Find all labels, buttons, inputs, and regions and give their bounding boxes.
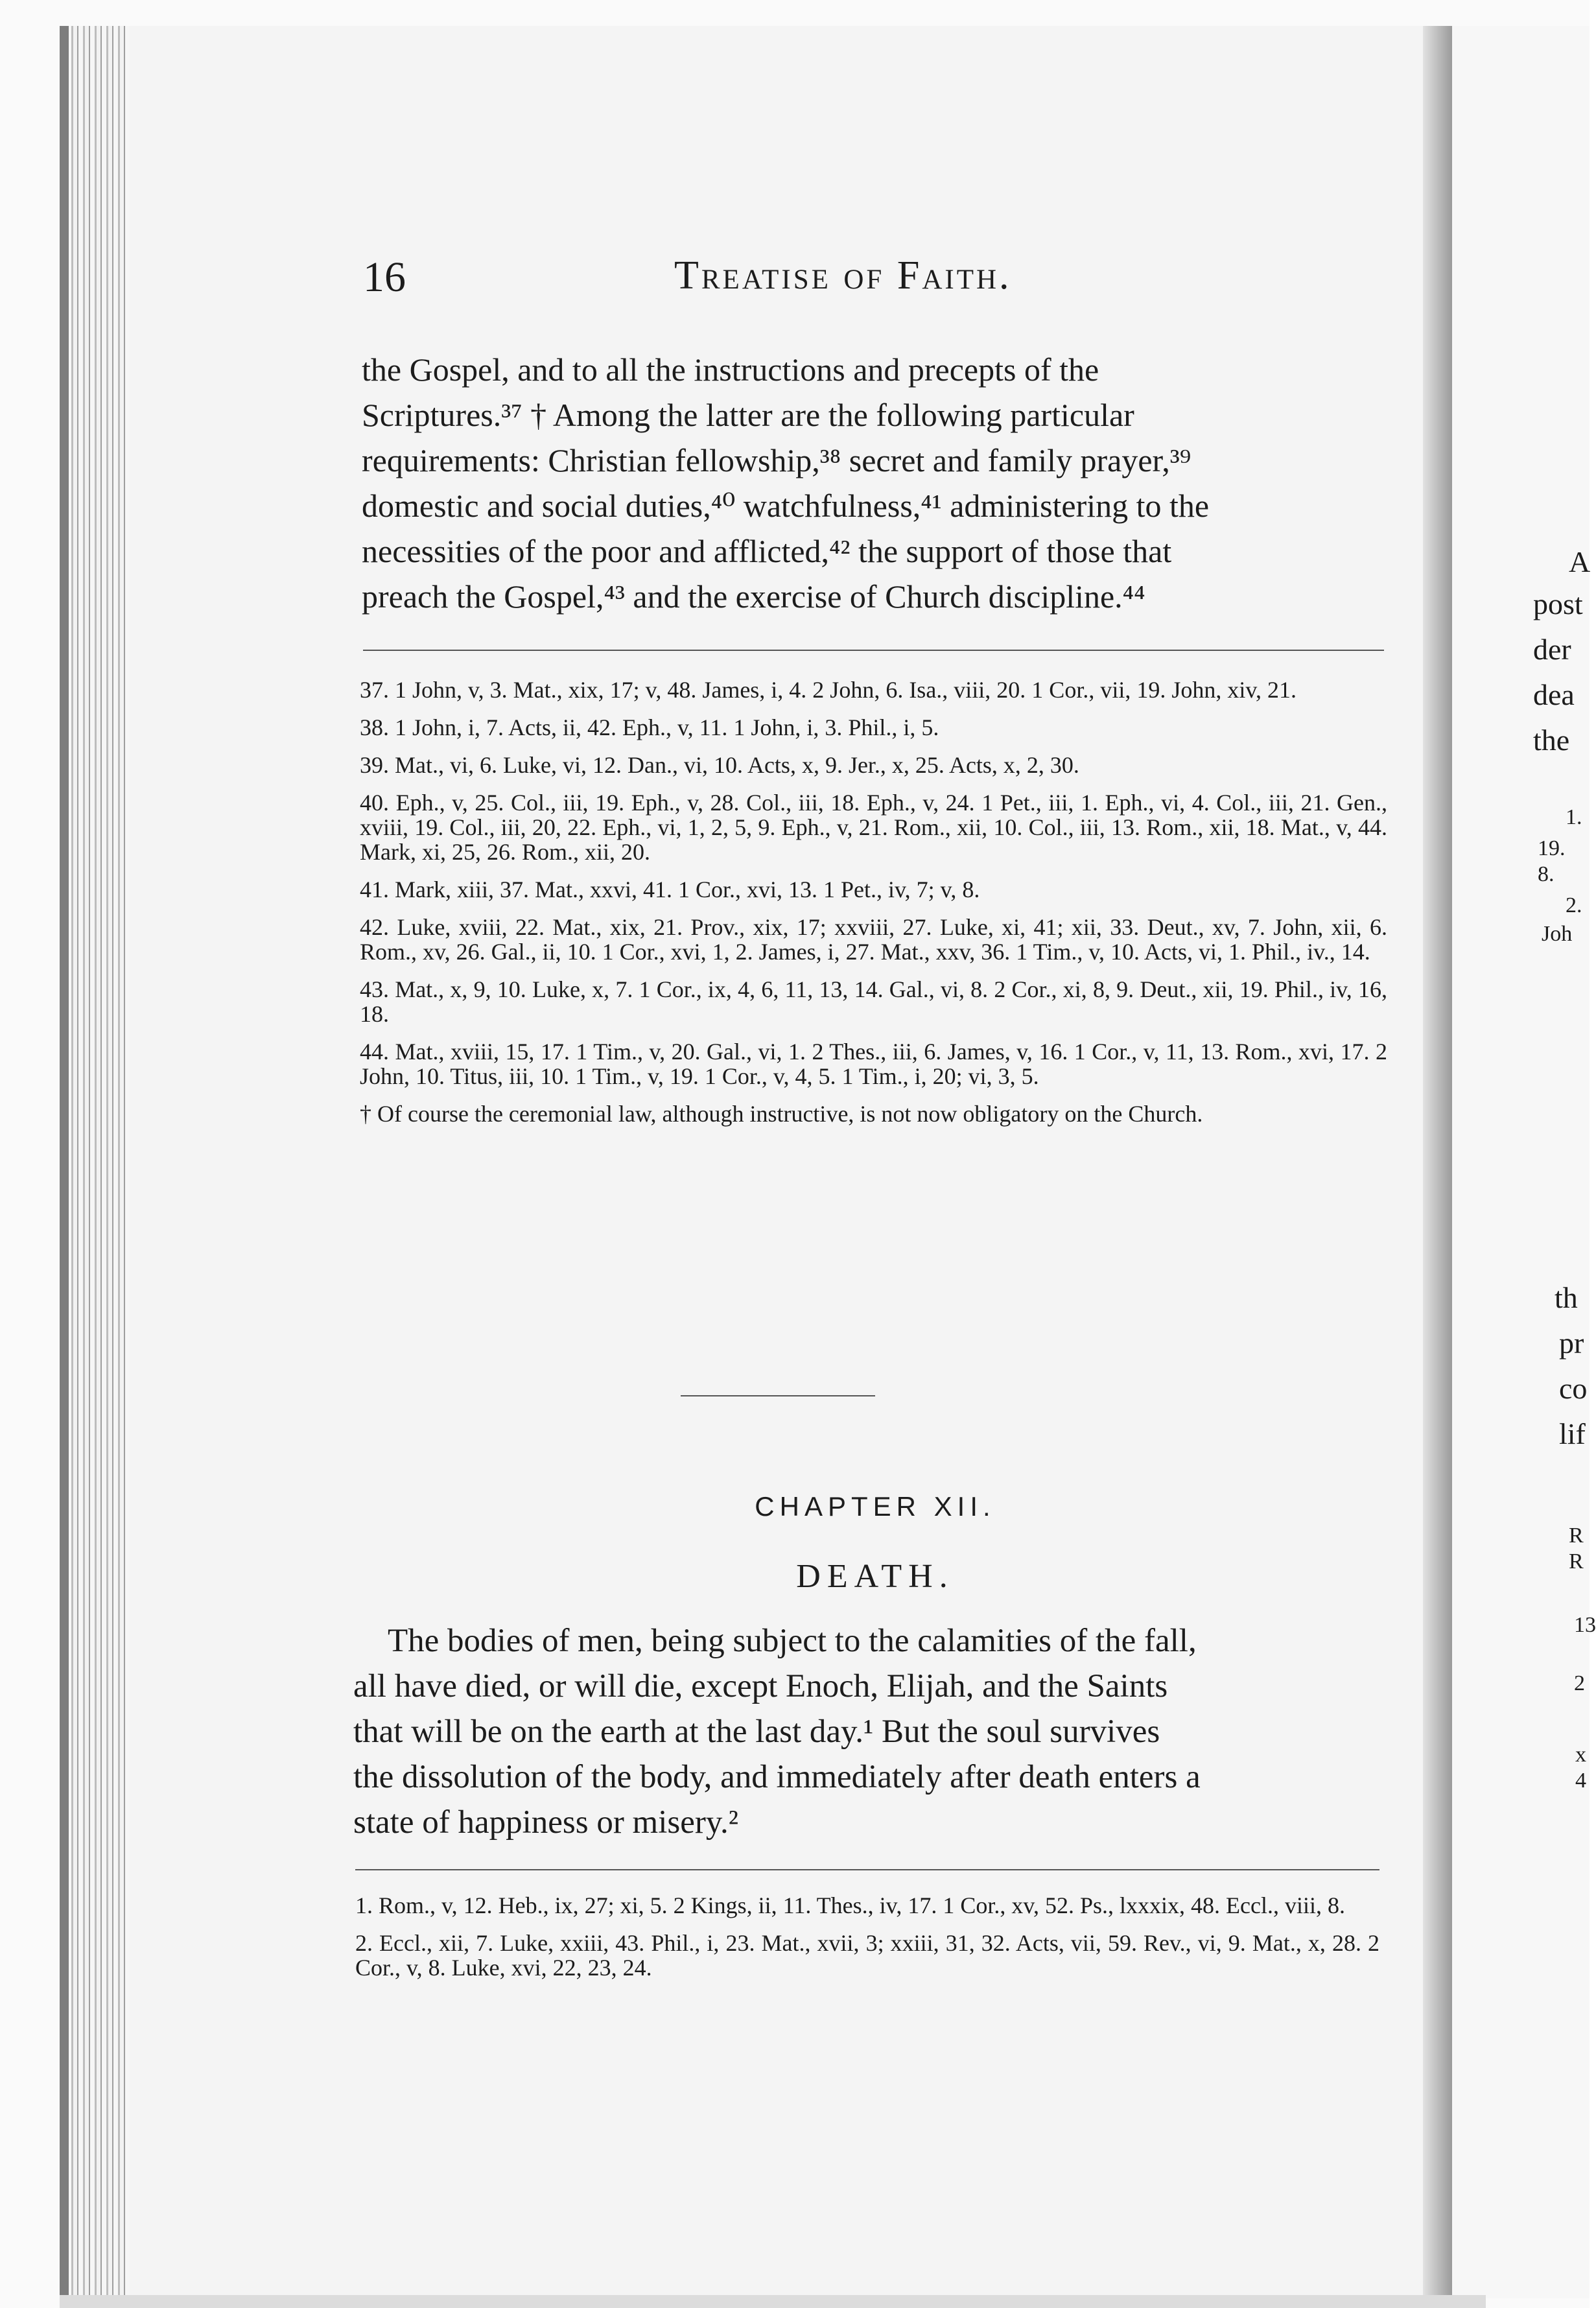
footnote: 2. Eccl., xii, 7. Luke, xxiii, 43. Phil., i, 23. Mat., xvii, 3; xxiii, 31, 32. Acts, vii, 59. Rev., vi, 9. Mat., x, 28. 2 Cor., v, 8. Luke, xvi, 22, 23, 24. [355, 1930, 1379, 1981]
footnote: 41. Mark, xiii, 37. Mat., xxvi, 41. 1 Cor., xvi, 13. 1 Pet., iv, 7; v, 8. [360, 877, 980, 902]
footnote: 39. Mat., vi, 6. Luke, vi, 12. Dan., vi, 10. Acts, x, 9. Jer., x, 25. Acts, x, 2, 30. [360, 752, 1079, 778]
paragraph-line: requirements: Christian fellowship,³⁸ secret and family prayer,³⁹ [362, 442, 1191, 478]
facing-fragment: 4 [1575, 1769, 1586, 1793]
paragraph-line: preach the Gospel,⁴³ and the exercise of Church discipline.⁴⁴ [362, 578, 1145, 615]
book-bottom-edge [60, 2295, 1486, 2308]
paragraph-line: state of happiness or misery.² [353, 1804, 739, 1841]
facing-fragment: 2. [1566, 893, 1582, 917]
paragraph-line: the dissolution of the body, and immediately after death enters a [353, 1759, 1201, 1795]
facing-fragment: 19. [1538, 836, 1566, 860]
paragraph-line: Scriptures.³⁷ † Among the latter are the following particular [362, 397, 1134, 433]
paragraph-line: that will be on the earth at the last day.¹ But the soul survives [353, 1713, 1160, 1750]
facing-fragment: R [1569, 1524, 1584, 1548]
chapter-title: DEATH. [796, 1558, 954, 1595]
paragraph-line: domestic and social duties,⁴⁰ watchfulness,⁴¹ administering to the [362, 488, 1210, 524]
footnote: 1. Rom., v, 12. Heb., ix, 27; xi, 5. 2 Kings, ii, 11. Thes., iv, 17. 1 Cor., xv, 52. Ps., lxxxix, 48. Eccl., viii, 8. [355, 1892, 1345, 1918]
section-divider [681, 1395, 875, 1396]
chapter-number: CHAPTER XII. [755, 1491, 996, 1522]
facing-fragment: lif [1559, 1417, 1586, 1450]
facing-fragment: th [1555, 1281, 1578, 1314]
footnote: 37. 1 John, v, 3. Mat., xix, 17; v, 48. James, i, 4. 2 John, 6. Isa., viii, 20. 1 Cor., vii, 19. John, xiv, 21. [360, 677, 1297, 703]
facing-fragment: 1. [1566, 805, 1582, 829]
facing-fragment: post [1533, 587, 1583, 620]
chapter-paragraph [353, 1618, 1381, 1845]
facing-page [1452, 26, 1590, 2298]
page-header [363, 253, 1387, 311]
facing-fragment: 8. [1538, 862, 1555, 886]
facing-fragment: dea [1533, 678, 1575, 711]
footnote-rule [355, 1869, 1379, 1870]
footnote: 38. 1 John, i, 7. Acts, ii, 42. Eph., v, 11. 1 John, i, 3. Phil., i, 5. [360, 714, 939, 740]
upper-paragraph [362, 347, 1387, 619]
footnote: 43. Mat., x, 9, 10. Luke, x, 7. 1 Cor., ix, 4, 6, 11, 13, 14. Gal., vi, 8. 2 Cor., xi, 8, 9. Deut., xii, 19. Phil., iv, 16, 18. [360, 976, 1387, 1027]
page-number: 16 [363, 253, 406, 301]
facing-fragment: co [1559, 1372, 1588, 1405]
lower-footnotes [355, 1893, 1379, 1993]
footnote: 44. Mat., xviii, 15, 17. 1 Tim., v, 20. Gal., vi, 1. 2 Thes., iii, 6. James, v, 16. 1 Cor., v, 11, 13. Rom., xvi, 17. 2 John, 10. Titus, iii, 10. 1 Tim., v, 19. 1 Cor., v, 4, 5. 1 Tim., i, 20; vi, 3, 5. [360, 1039, 1387, 1089]
facing-fragment: 2 [1574, 1671, 1585, 1695]
paragraph-line: the Gospel, and to all the instructions and precepts of the [362, 351, 1099, 388]
running-title: Treatise of Faith. [674, 253, 1012, 298]
facing-fragment: der [1533, 633, 1571, 666]
gutter-shadow [1423, 26, 1452, 2298]
facing-fragment: A [1569, 545, 1591, 578]
facing-fragment: x [1575, 1743, 1586, 1767]
facing-fragment: pr [1559, 1326, 1584, 1360]
upper-footnotes [360, 677, 1387, 1139]
book-spine-shadow [60, 26, 69, 2302]
paragraph-line: all have died, or will die, except Enoch, Elijah, and the Saints [353, 1668, 1168, 1704]
footnote-dagger: † Of course the ceremonial law, although instructive, is not now obligatory on the Church. [360, 1101, 1203, 1127]
paragraph-line: The bodies of men, being subject to the calamities of the fall, [388, 1623, 1197, 1659]
paragraph-line: necessities of the poor and afflicted,⁴² the support of those that [362, 533, 1172, 569]
book-left-edge [60, 26, 131, 2302]
footnote: 42. Luke, xviii, 22. Mat., xix, 21. Prov., xix, 17; xxviii, 27. Luke, xi, 41; xii, 33. Deut., xv, 7. John, xii, 6. Rom., xv, 26. Gal., ii, 10. 1 Cor., xvi, 1, 2. James, i, 27. Mat., xxv, 36. 1 Tim., v, 10. Acts, vi, 1. Phil., iv., 14. [360, 914, 1387, 965]
facing-fragment: Joh [1542, 922, 1573, 946]
footnote-rule [363, 650, 1384, 651]
facing-fragment: the [1533, 724, 1570, 757]
facing-fragment: 13 [1574, 1613, 1596, 1637]
footnote: 40. Eph., v, 25. Col., iii, 19. Eph., v, 28. Col., iii, 18. Eph., v, 24. 1 Pet., iii, 1. Eph., vi, 4. Col., iii, 21. Gen., xviii, 19. Col., iii, 20, 22. Eph., vi, 1, 2, 5, 9. Eph., v, 21. Rom., xii, 10. Col., iii, 13. Rom., xii, 18. Mat., v, 44. Mark, xi, 25, 26. Rom., xii, 20. [360, 790, 1387, 865]
facing-fragment: R [1569, 1549, 1584, 1573]
